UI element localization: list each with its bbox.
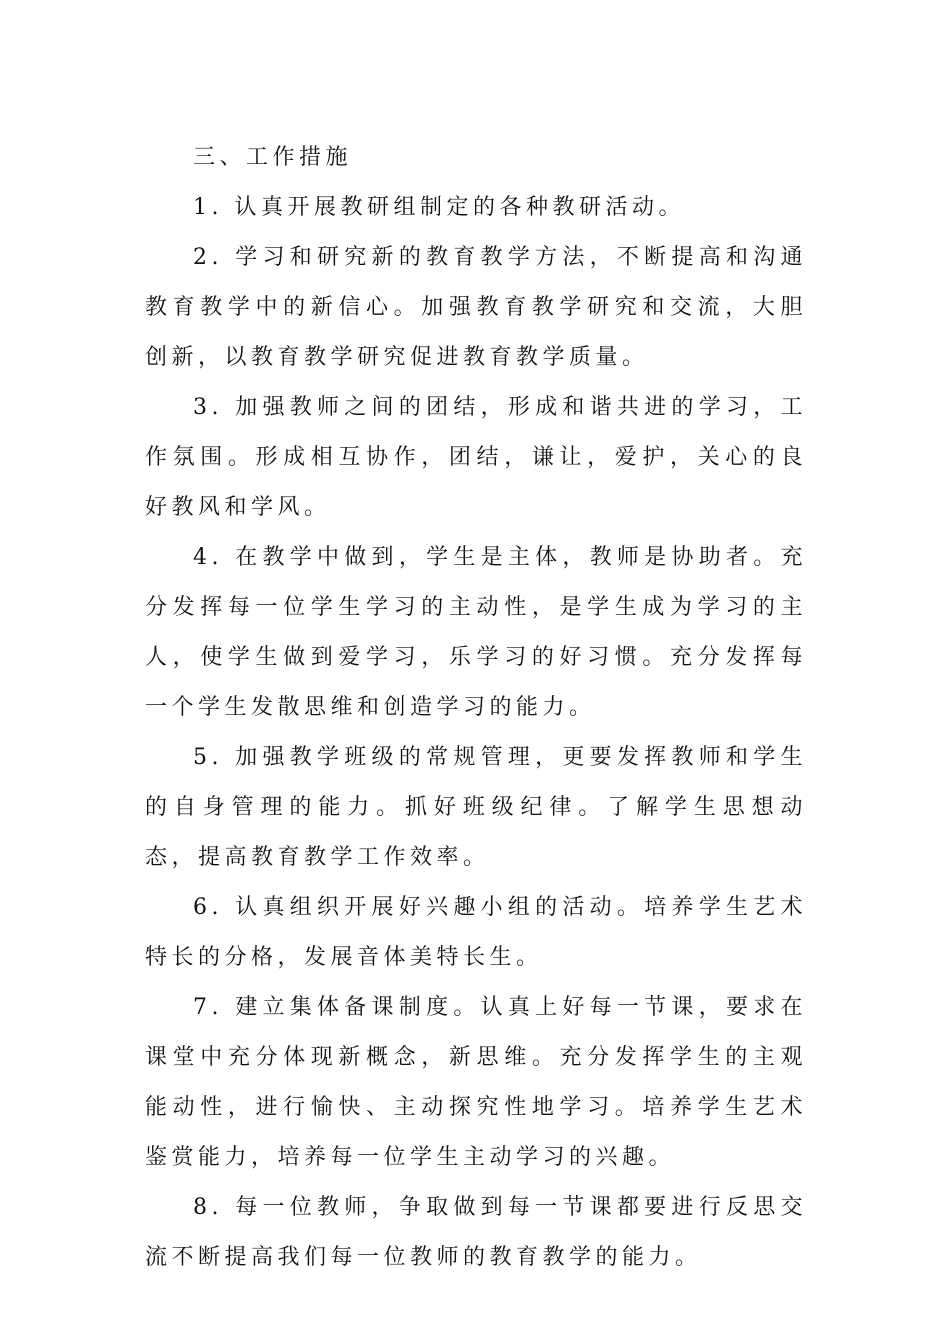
measure-item-1: 1. 认真开展教研组制定的各种教研活动。 bbox=[193, 195, 685, 220]
measure-item-5: 5. 加强教学班级的常规管理，更要发挥教师和学生的自身管理的能力。抓好班级纪律。了解学生思想动态，提高教育教学工作效率。 bbox=[145, 745, 807, 870]
measure-item-3: 3. 加强教师之间的团结，形成和谐共进的学习，工作氛围。形成相互协作，团结，谦让，爱护，关心的良好教风和学风。 bbox=[145, 395, 807, 520]
measure-item-4: 4. 在教学中做到，学生是主体，教师是协助者。充分发挥每一位学生学习的主动性，是学生成为学习的主人，使学生做到爱学习，乐学习的好习惯。充分发挥每一个学生发散思维和创造学习的能力。 bbox=[145, 545, 807, 720]
measure-item-7: 7. 建立集体备课制度。认真上好每一节课，要求在课堂中充分体现新概念，新思维。充分发挥学生的主观能动性，进行愉快、主动探究性地学习。培养学生艺术鉴赏能力，培养每一位学生主动学习的兴趣。 bbox=[145, 995, 807, 1170]
measure-item-8: 8. 每一位教师，争取做到每一节课都要进行反思交流不断提高我们每一位教师的教育教学的能力。 bbox=[145, 1195, 807, 1270]
measure-item-2: 2. 学习和研究新的教育教学方法，不断提高和沟通教育教学中的新信心。加强教育教学研究和交流，大胆创新，以教育教学研究促进教育教学质量。 bbox=[145, 245, 807, 370]
section-heading: 三、工作措施 bbox=[193, 145, 353, 170]
measure-item-6: 6. 认真组织开展好兴趣小组的活动。培养学生艺术特长的分格，发展音体美特长生。 bbox=[145, 895, 807, 970]
document-body bbox=[145, 133, 807, 1283]
